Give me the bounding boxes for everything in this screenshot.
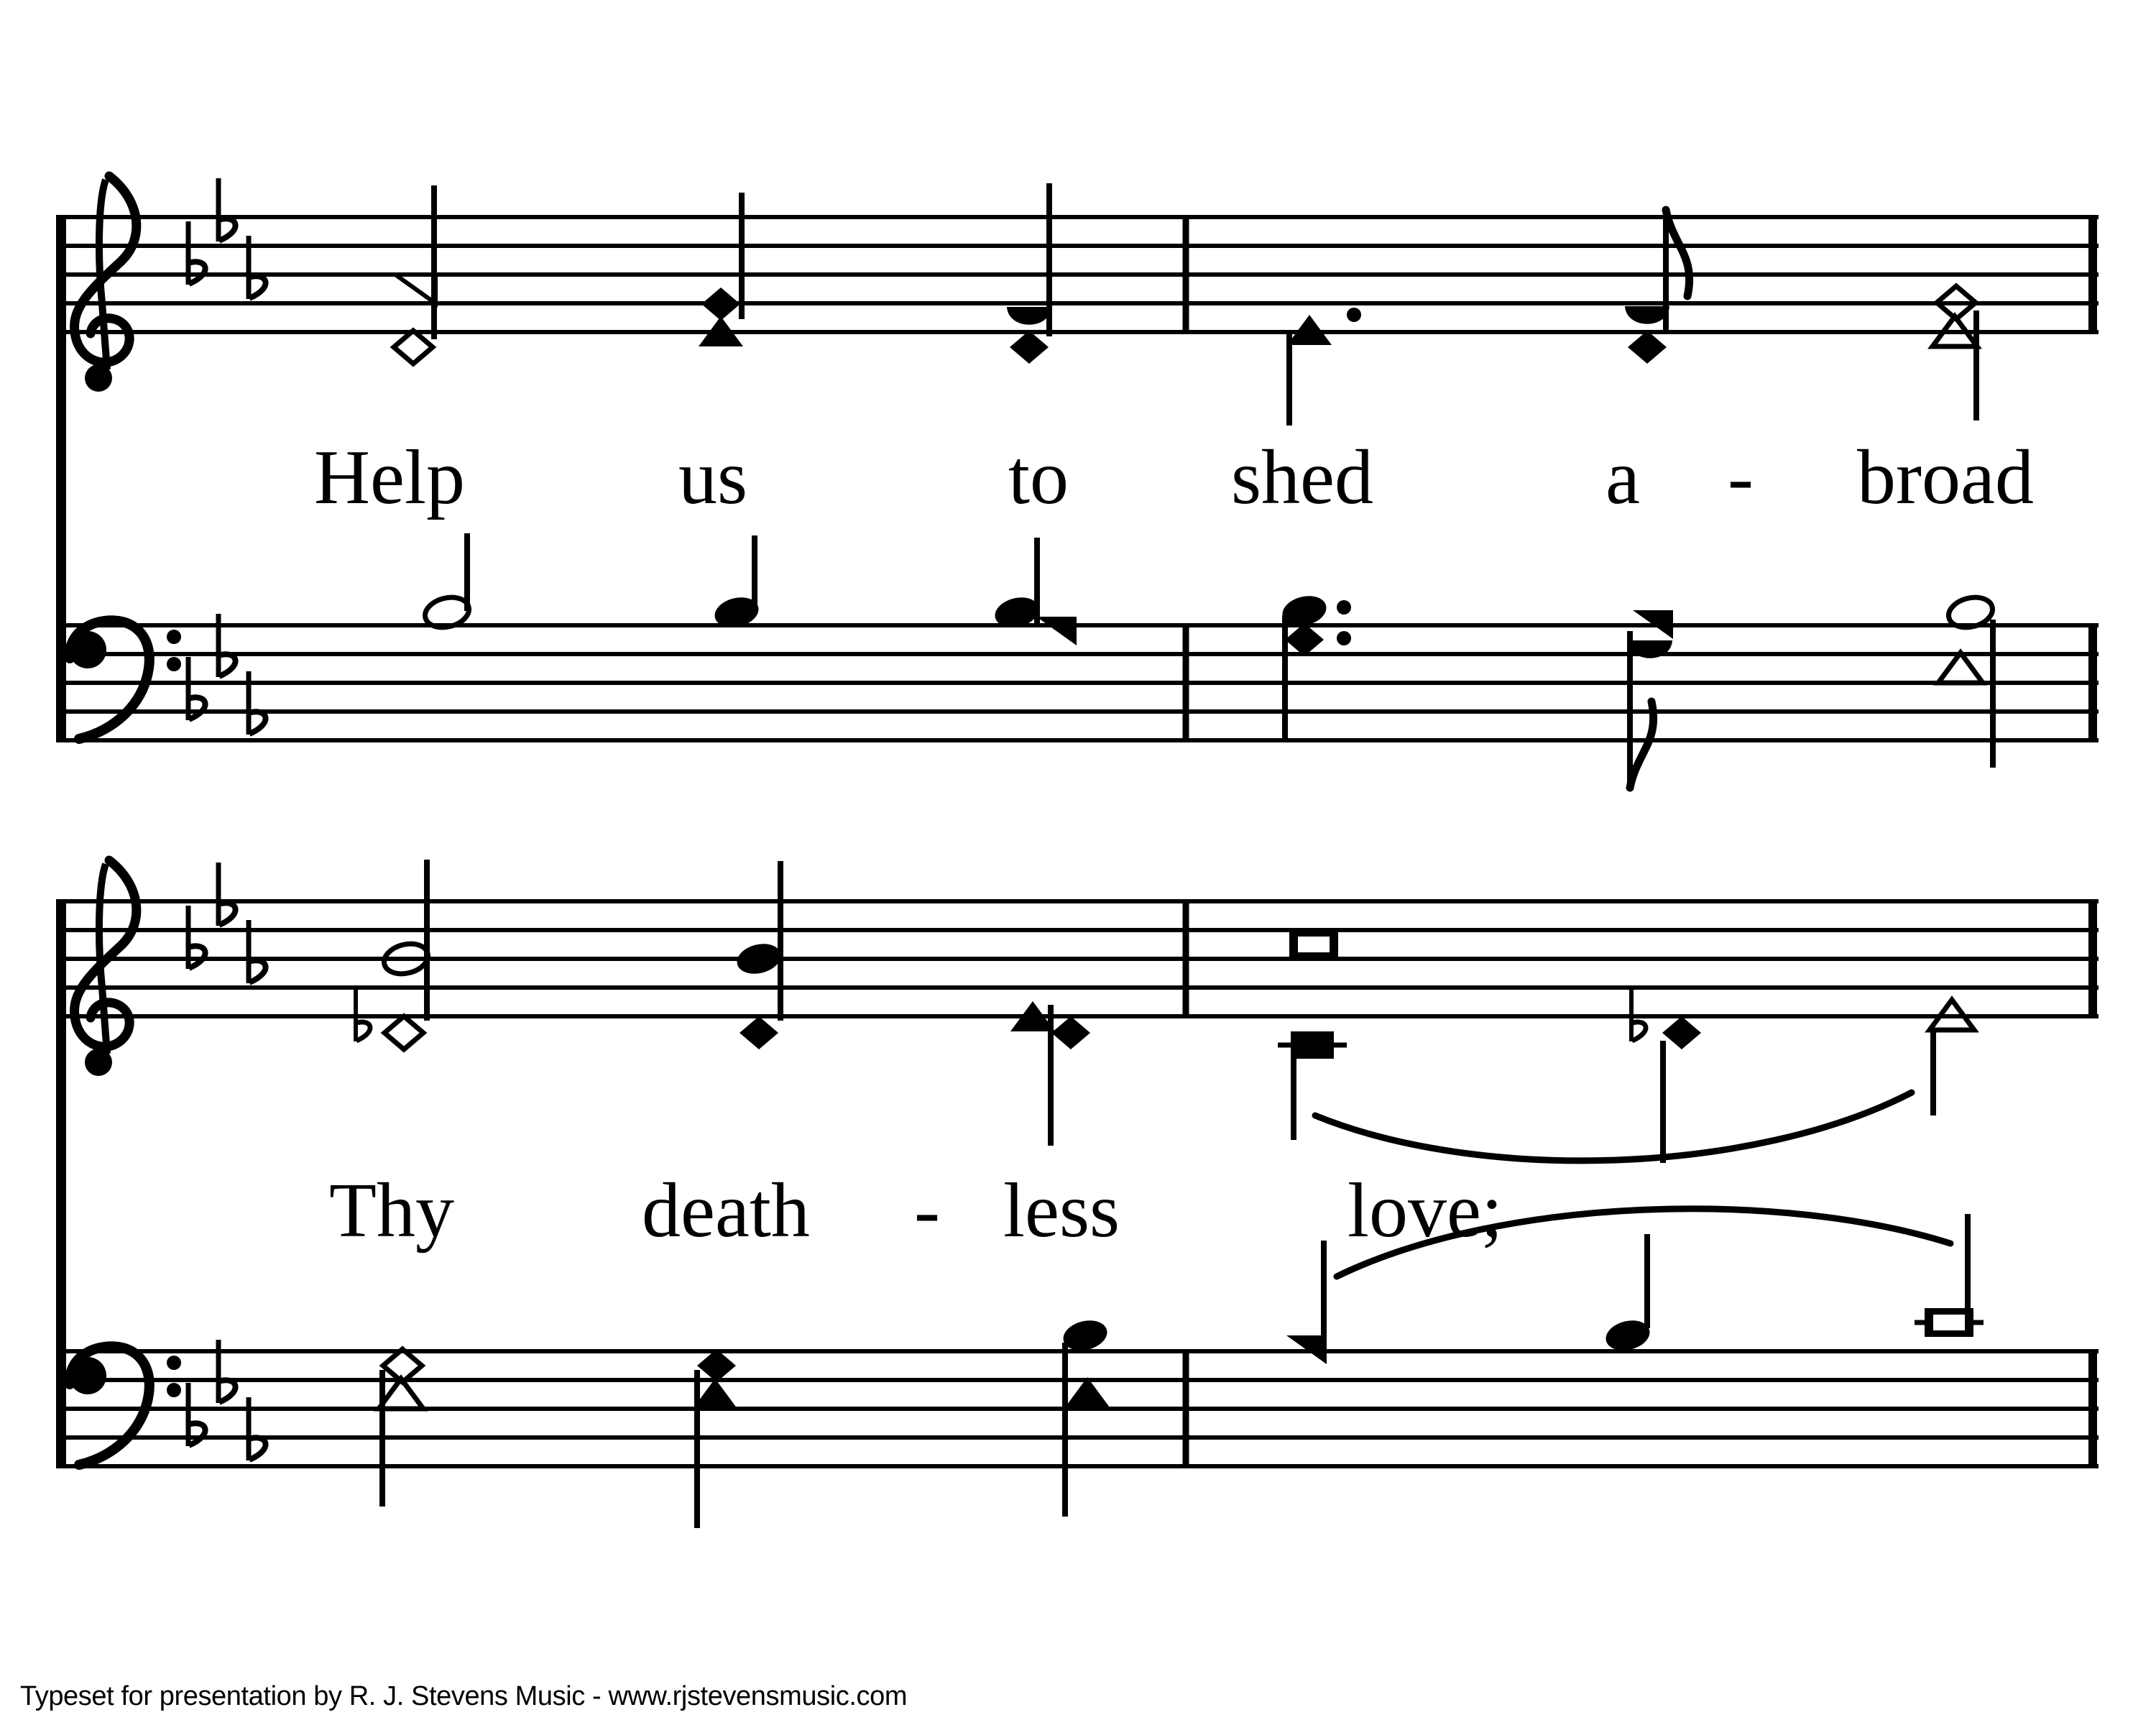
lyric-word: a	[1606, 435, 1640, 520]
treble-clef-icon	[85, 1049, 112, 1076]
bass-clef-icon	[167, 1383, 181, 1397]
treble-clef-icon	[85, 364, 112, 392]
augmentation-dot	[1337, 600, 1351, 615]
footer-credit: Typeset for presentation by R. J. Stevens Music - www.rjstevensmusic.com	[20, 1681, 908, 1711]
lyric-word: less	[1003, 1168, 1120, 1254]
lyric-word: -	[914, 1168, 940, 1254]
lyric-word: Help	[314, 435, 465, 520]
lyric-word: Thy	[329, 1168, 454, 1254]
augmentation-dot	[1337, 631, 1351, 645]
lyric-word: us	[678, 435, 748, 520]
lyric-word: -	[1728, 435, 1754, 520]
notehead-square	[1291, 1031, 1334, 1059]
bass-clef-icon	[167, 1356, 181, 1370]
augmentation-dot	[1347, 308, 1361, 322]
notehead-open-square	[1933, 1315, 1965, 1330]
lyric-word: love;	[1348, 1168, 1503, 1254]
lyric-word: to	[1008, 435, 1069, 520]
bass-clef-icon	[167, 630, 181, 644]
notehead-open-square	[1298, 937, 1330, 952]
lyric-word: shed	[1231, 435, 1373, 520]
lyric-word: death	[642, 1168, 810, 1254]
lyric-word: broad	[1857, 435, 2034, 520]
bass-clef-icon	[167, 657, 181, 671]
